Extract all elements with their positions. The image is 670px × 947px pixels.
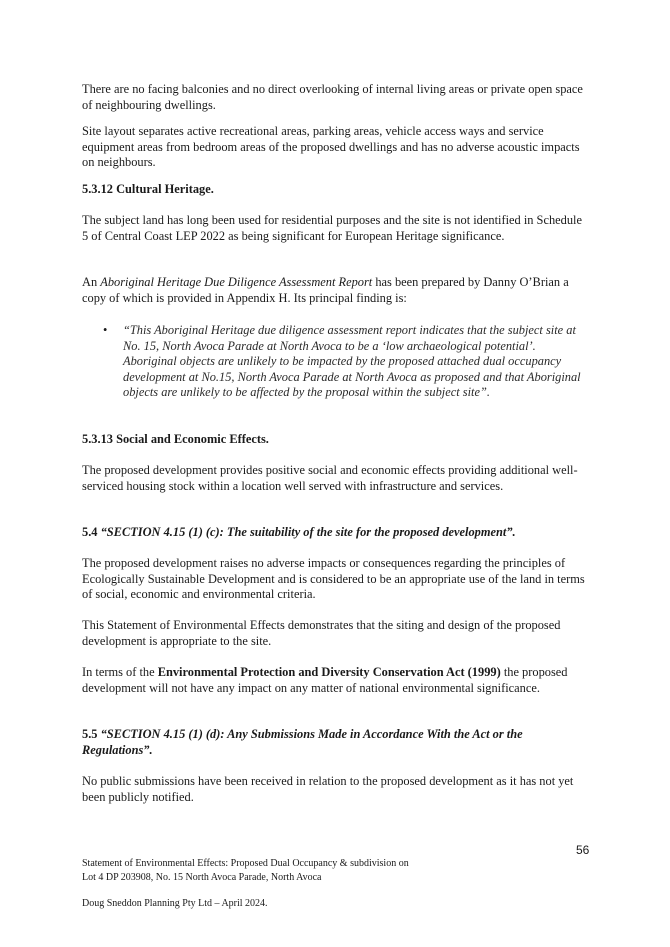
act-title: Environmental Protection and Diversity Conservation Act (1999) bbox=[157, 665, 501, 679]
paragraph-see-statement: This Statement of Environmental Effects demonstrates that the siting and design of the proposed development is appropriate to the site. bbox=[82, 618, 561, 648]
heading-section-5-4 bbox=[82, 525, 590, 541]
paragraph-aboriginal-report bbox=[82, 275, 590, 306]
paragraph-epbc-act bbox=[82, 665, 590, 696]
report-title: Aboriginal Heritage Due Diligence Assessment Report bbox=[100, 275, 373, 289]
heading-cultural-heritage: 5.3.12 Cultural Heritage. bbox=[82, 182, 214, 196]
section-5-5-number: 5.5 bbox=[82, 727, 101, 741]
heading-section-5-5 bbox=[82, 727, 590, 758]
heading-social-economic: 5.3.13 Social and Economic Effects. bbox=[82, 432, 269, 446]
page-number: 56 bbox=[576, 843, 590, 857]
section-5-4-title: “SECTION 4.15 (1) (c): The suitability of the site for the proposed development”. bbox=[100, 525, 516, 539]
paragraph-social-economic: The proposed development provides positive social and economic effects providing additional well-serviced housing stock within a location well served with infrastructure and services. bbox=[82, 463, 578, 493]
report-rest: has been prepared by Danny O’Brian a copy of which is provided in Appendix H. Its principal finding is: bbox=[82, 275, 569, 305]
paragraph-overlooking: There are no facing balconies and no direct overlooking of internal living areas or private open space of neighbouring dwellings. bbox=[82, 82, 583, 112]
footer-author: Doug Sneddon Planning Pty Ltd – April 2024. bbox=[82, 898, 268, 909]
section-5-5-title: “SECTION 4.15 (1) (d): Any Submissions Made in Accordance With the Act or the Regulations”. bbox=[82, 727, 523, 757]
paragraph-esd: The proposed development raises no adverse impacts or consequences regarding the principles of Ecologically Sustainable Development and is considered to be an appropriate use of the land in terms of social, economic and environmental criteria. bbox=[82, 556, 585, 602]
bullet-finding-quote: “This Aboriginal Heritage due diligence assessment report indicates that the subject site at No. 15, North Avoca Parade at North Avoca to be a ‘low archaeological potential’. Aboriginal objects are unlikely to be impacted by the proposed attached dual occupancy development at No.15, North Avoca Parade at North Avoca as proposed and that Aboriginal objects are unlikely to be affected by the proposal within the subject site”. bbox=[123, 323, 581, 400]
footer-title-line-1: Statement of Environmental Effects: Proposed Dual Occupancy & subdivision on bbox=[82, 858, 409, 869]
paragraph-submissions: No public submissions have been received in relation to the proposed development as it has not yet been publicly notified. bbox=[82, 774, 574, 804]
paragraph-residential-use: The subject land has long been used for residential purposes and the site is not identified in Schedule 5 of Central Coast LEP 2022 as being significant for European Heritage significance. bbox=[82, 213, 582, 243]
act-lead: In terms of the bbox=[82, 665, 158, 679]
report-lead: An bbox=[82, 275, 101, 289]
bullet-icon: • bbox=[103, 323, 108, 337]
paragraph-site-layout: Site layout separates active recreational areas, parking areas, vehicle access ways and service equipment areas from bedroom areas of the proposed dwellings and has no adverse acoustic impacts on neighbours. bbox=[82, 124, 580, 170]
footer-title-line-2: Lot 4 DP 203908, No. 15 North Avoca Parade, North Avoca bbox=[82, 872, 322, 883]
section-5-4-number: 5.4 bbox=[82, 525, 101, 539]
act-rest: the proposed development will not have any impact on any matter of national environmental significance. bbox=[82, 665, 568, 695]
